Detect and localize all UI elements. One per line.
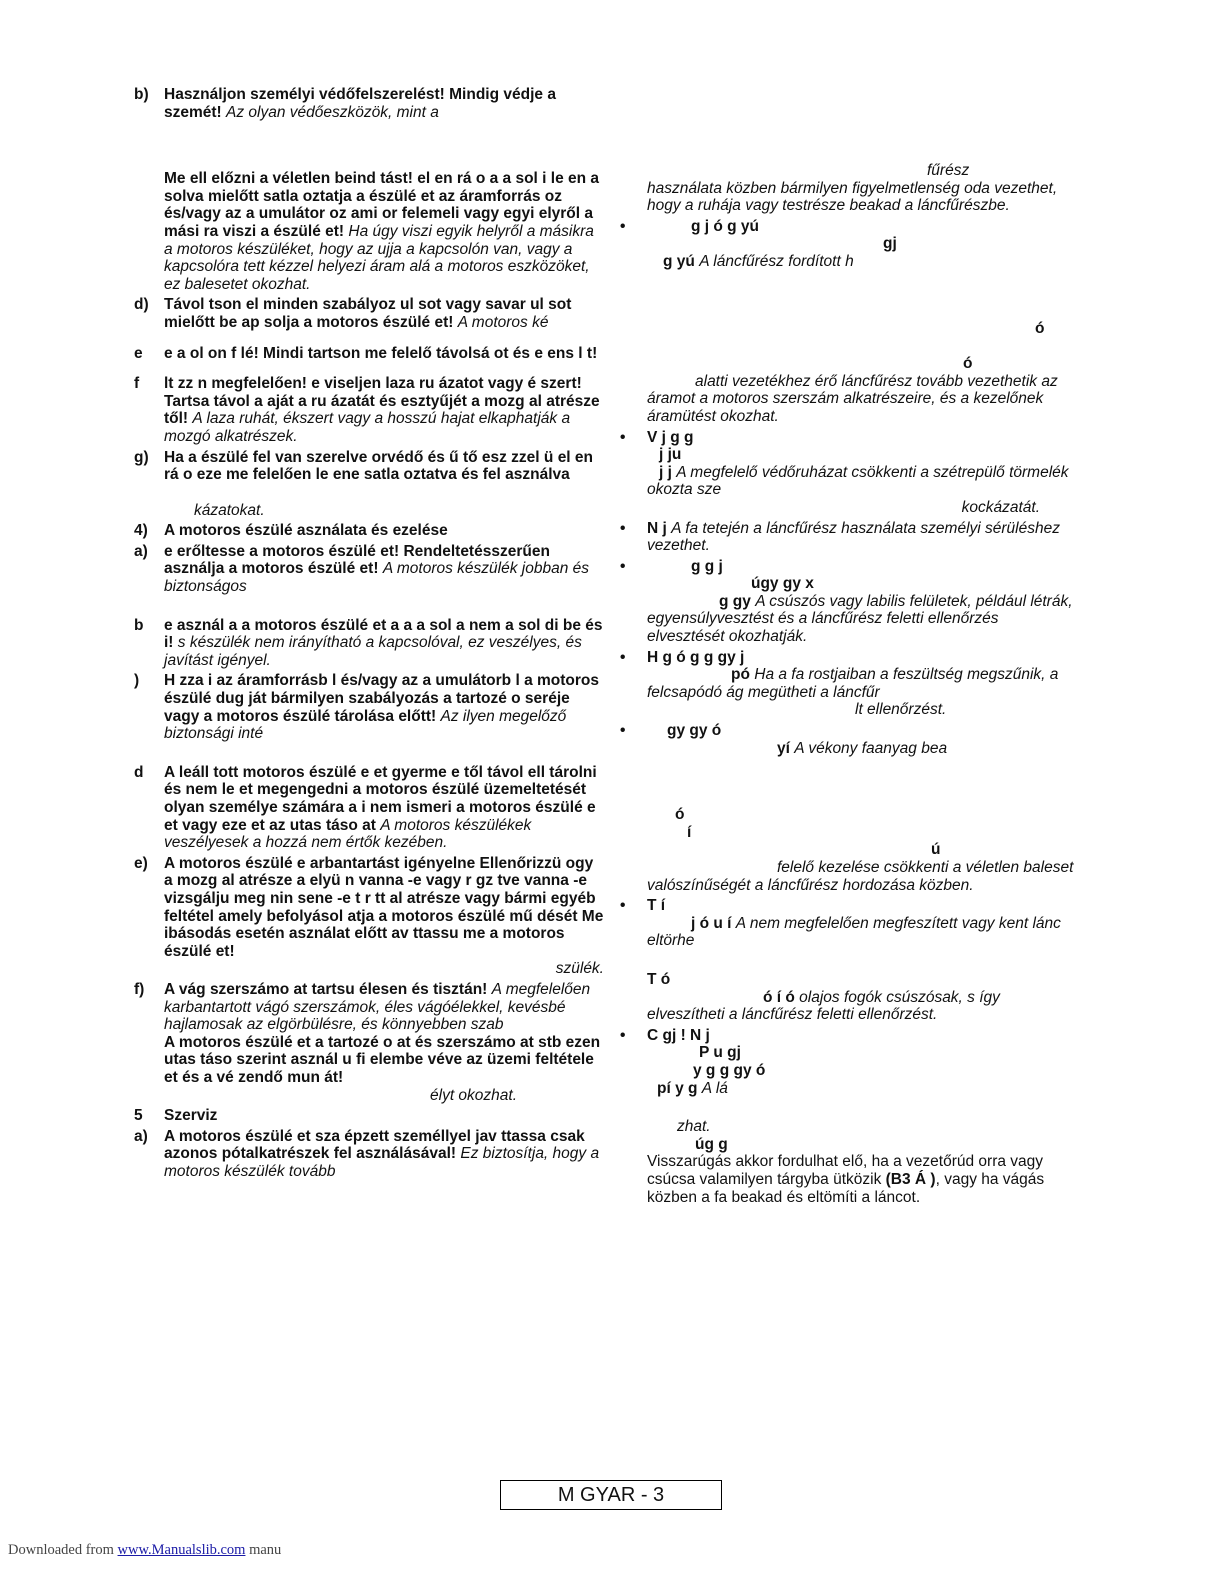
bold-fragment: g gy: [719, 592, 751, 610]
dry-handles-paragraph: [620, 971, 1080, 1024]
rule-italic-text: A motoros készülék jobban és biztonságos: [164, 560, 590, 596]
page-number: M GYAR - 3: [557, 1484, 665, 1506]
rule-italic-text: Az ilyen megelőző biztonsági inté: [164, 707, 567, 743]
rule-label: a): [134, 542, 148, 560]
kickback-paragraph: [620, 1118, 1080, 1206]
bullet-icon: •: [620, 428, 626, 446]
hidden-wiring-paragraph: [620, 320, 1080, 426]
rule-label: d): [134, 296, 149, 314]
italic-fragment: kockázatát.: [961, 498, 1040, 516]
bold-fragment: gj: [883, 235, 897, 253]
manualslib-link[interactable]: www.Manualslib.com: [117, 1542, 246, 1558]
italic-text: A láncfűrész fordított h: [699, 252, 854, 270]
bullet-icon: •: [620, 519, 626, 537]
italic-text: olajos fogók csúszósak, s így elveszítheti a láncfűrész feletti ellenőrzést.: [647, 988, 1000, 1024]
rule-label: g): [134, 448, 149, 466]
rule-italic-text: Az olyan védőeszközök, mint a: [226, 103, 439, 121]
section-number: 4): [134, 522, 148, 540]
rule-label: e: [134, 344, 143, 362]
bold-fragment: H g ó g g gy j: [647, 648, 745, 666]
rule-italic-text: A laza ruhát, ékszert vagy a hosszú hajat elkaphatják a mozgó alkatrészek.: [164, 410, 571, 445]
bullet-protective-gear: [620, 429, 1080, 517]
bullet-icon: •: [620, 1026, 626, 1044]
bold-fragment: g yú: [663, 252, 695, 270]
section-number: 5: [134, 1107, 143, 1125]
bold-fragment: g g j: [691, 557, 723, 575]
left-column: [134, 86, 604, 1183]
bold-fragment: T ó: [647, 970, 671, 988]
rule-italic-text: A motoros ké: [457, 313, 549, 331]
bold-fragment: yí: [777, 739, 790, 757]
bold-fragment: úgy gy x: [751, 575, 814, 593]
bold-fragment: g j ó g yú: [691, 217, 760, 235]
rule-bold-text: Távol tson el minden szabályoz ul sot vagy savar ul sot mielőtt be ap solja a motoros észülé et!: [164, 296, 572, 331]
rule-label: a): [134, 1127, 148, 1145]
rule-bold-text: A motoros észülé e arbantartást igényelne Ellenőrizzü ogy a mozg al atrésze a elyü n vanna -e vagy r gz tve vanna -e vizsgálju meg nin sene -e t r tt al atrésze vagy bármi egyéb feltétel amely befolyásol atja a motoros észülé mű dését Me ibásodás esetén asználat előtt av ttassu me a motoros észülé et!: [164, 854, 604, 960]
bold-fragment: pó: [731, 666, 750, 684]
body-text: Visszarúgás akkor fordulhat elő, ha a vezetőrúd orra vagy csúcsa valamilyen tárgyba ütközik: [647, 1153, 1044, 1188]
bullet-icon: •: [620, 648, 626, 666]
rule-bold-text: e a ol on f lé! Mindi tartson me felelő távolsá ot és e ens l t!: [164, 344, 598, 362]
italic-text: felelő kezelése csökkenti a véletlen baleset valószínűségét a láncfűrész hordozása közben.: [647, 859, 1074, 894]
italic-fragment: zhat.: [677, 1118, 711, 1136]
rule-4c-disconnect: [134, 672, 604, 742]
rule-italic-text-2: élyt okozhat.: [430, 1086, 518, 1104]
rule-bold-text-2: A motoros észülé et a tartozé o at és szerszámo at stb ezen utas táso szerint asznál u fi elembe véve az üzemi feltétele et és a vé zendő mun át!: [164, 1033, 601, 1086]
section-title: A motoros észülé asználata és ezelése: [164, 522, 448, 540]
figure-reference: (B3 Á ): [885, 1170, 936, 1188]
rule-italic-text: s készülék nem irányítható a kapcsolóval, ez veszélyes, és javítást igényel.: [164, 634, 582, 669]
download-prefix: Downloaded from: [8, 1542, 114, 1558]
rule-bold-text: Me ell előzni a véletlen beind tást! el en rá o a a sol i le en a solva mielőtt satla oztatja a észülé et az áramforrás oz és/vagy az a umulátor oz ami or felemeli vagy egyi elyről a mási ra viszi a észülé et!: [164, 170, 600, 240]
carry-chainsaw-paragraph: [620, 806, 1080, 894]
bold-fragment: ó: [963, 355, 973, 373]
rule-label: f: [134, 375, 140, 393]
bold-fragment: gy gy ó: [667, 722, 722, 740]
rule-bold-text: e erőltesse a motoros észülé et! Rendeltetésszerűen asználja a motoros észülé et!: [164, 542, 550, 578]
italic-fragment: fűrész: [927, 162, 970, 179]
rule-4b-faulty-switch: [134, 617, 604, 670]
rule-d-remove-keys: [134, 296, 604, 331]
bold-fragment: C gj ! N j: [647, 1026, 710, 1044]
bullet-chain-tension: [620, 897, 1080, 950]
rule-f-clothing: [134, 375, 604, 445]
italic-text: A csúszós vagy labilis felületek, például létrák, egyensúlyvesztést és a láncfűrész feletti ellenőrzés elvesztését okozhatják.: [647, 592, 1073, 646]
bold-fragment: ó: [1035, 319, 1045, 337]
rule-4e-maintenance: [134, 855, 604, 978]
italic-text: alatti vezetékhez érő láncfűrész tovább vezethetik az áramot a motoros szerszám alkatrészeire, és a kezelőnek áramütést okozhat.: [647, 372, 1058, 425]
rule-label: b): [134, 86, 149, 103]
bold-fragment: ó: [675, 806, 685, 824]
italic-text: A megfelelő védőruházat csökkenti a szétrepülő törmelék okozta sze: [647, 463, 1069, 499]
bold-fragment: j ó u í: [691, 914, 732, 932]
bold-fragment: ó í ó: [763, 988, 795, 1006]
bold-fragment: j j: [659, 463, 672, 481]
bold-fragment: ú: [931, 841, 941, 859]
bullet-icon: •: [620, 217, 626, 235]
bullet-brush-saplings: [620, 722, 1080, 757]
rule-bold-text: Használjon személyi védőfelszerelést! Mindig védje a szemét!: [164, 86, 556, 121]
rule-bold-text: A motoros észülé et sza épzett személlyel jav ttassa csak azonos pótalkatrészek fel asználásával!: [164, 1127, 585, 1163]
body-text: , vagy ha vágás közben a fa beakad és eltömíti a láncot.: [647, 1170, 1045, 1206]
rule-5a-service: [134, 1128, 604, 1181]
rule-label: d: [134, 763, 144, 781]
rule-italic-text: Ez biztosítja, hogy a motoros készülék tovább: [164, 1145, 600, 1180]
rule-italic-text: A motoros készülékek veszélyesek a hozzá nem értők kezében.: [164, 816, 532, 852]
rule-italic-text: szülék.: [555, 960, 604, 978]
rule-bold-text: A leáll tott motoros észülé e et gyerme e től távol ell tárolni és nem le et megengedni a motoros észülé üzemeltetését olyan személye számára a i nem ismeri a motoros észülé e et vagy eze et az utas táso at: [164, 763, 597, 834]
bullet-icon: •: [620, 557, 626, 575]
rule-label: e): [134, 854, 148, 872]
bold-fragment: j ju: [659, 446, 682, 464]
rule-label: b: [134, 616, 144, 634]
download-suffix: manu: [249, 1542, 282, 1558]
italic-fragment: lt ellenőrzést.: [855, 701, 947, 719]
rule-bold-text: A vág szerszámo at tartsu élesen és tisztán!: [164, 980, 488, 998]
italic-text: A vékony faanyag bea: [794, 739, 948, 757]
rule-bold-text: e asznál a a motoros észülé et a a a sol a nem a sol di be és i!: [164, 616, 603, 652]
rule-4a-do-not-force: [134, 543, 604, 596]
bold-fragment: N j: [647, 519, 667, 537]
rule-italic-text: kázatokat.: [194, 501, 265, 519]
rule-bold-text: H zza i az áramforrásb l és/vagy az a umulátorb l a motoros észülé dug ját bármilyen szabályozás a tartozé o seréje vagy a motoros észülé tárolása előtt!: [164, 672, 599, 725]
bold-fragment: í: [687, 823, 692, 841]
rule-italic-text: A megfelelően karbantartott vágó szerszámok, éles vágóélekkel, kevésbé hajlamosak az elgörbülésre, és könnyebben szab: [164, 980, 591, 1034]
page-number-box: [500, 1480, 722, 1510]
bullet-tree-top: [620, 520, 1080, 555]
rule-e-footing: [134, 345, 604, 363]
bold-fragment: pí y g: [657, 1079, 698, 1097]
rule-4f-sharp-tools: [134, 981, 604, 1104]
bullet-icon: •: [620, 722, 626, 740]
rule-c-accidental-start: [134, 170, 604, 293]
rule-label: ): [134, 672, 140, 690]
italic-text: A fa tetején a láncfűrész használata személyi sérüléshez vezethet.: [647, 519, 1060, 555]
rule-b-protective-gear: [134, 86, 604, 121]
rule-label: f): [134, 980, 145, 998]
bold-fragment: T í: [647, 897, 666, 915]
italic-text: használata közben bármilyen figyelmetlenség oda vezethet, hogy a ruhája vagy testrésze beakad a láncfűrészbe.: [647, 179, 1058, 215]
italic-text: A lá: [701, 1079, 728, 1097]
download-notice: [8, 1542, 281, 1559]
rule-g-dust-extraction: [134, 449, 604, 520]
rule-italic-text: Ha úgy viszi egyik helyről a másikra a motoros készüléket, hogy az ujja a kapcsolón van, vagy a kapcsolóra tett kézzel helyezi áram alá a motoros eszközöket, ez balesetet okozhat.: [164, 222, 594, 293]
chainsaw-attention-paragraph: [620, 162, 1080, 215]
rule-bold-text: Ha a észülé fel van szerelve orvédő és ű tő esz zzel ü el en rá o eze me felelően le ene satla oztatva és fel asználva: [164, 448, 594, 484]
section-4-heading: [134, 522, 604, 540]
italic-text: A nem megfelelően megfeszített vagy kent lánc eltörhe: [647, 914, 1061, 950]
rule-4d-storage: [134, 764, 604, 852]
bullet-cut-wood-only: [620, 1027, 1080, 1097]
right-column: [620, 162, 1080, 1209]
bullet-stable-footing: [620, 558, 1080, 646]
bullet-chainsaw-grip: [620, 218, 1080, 271]
section-5-heading: [134, 1107, 604, 1125]
bullet-spring-branch: [620, 649, 1080, 719]
bold-fragment: P u gj: [699, 1044, 741, 1062]
bold-fragment: y g g gy ó: [693, 1061, 766, 1079]
bullet-icon: •: [620, 897, 626, 915]
section-title: Szerviz: [164, 1107, 218, 1125]
italic-text: Ha a fa rostjaiban a feszültség megszűnik, a felcsapódó ág megütheti a láncfűr: [647, 666, 1059, 701]
rule-bold-text: lt zz n megfelelően! e viseljen laza ru ázatot vagy é szert! Tartsa távol a aját a ru ázatát és esztyűjét a mozg al atrésze től!: [164, 375, 600, 428]
bold-fragment: V j g g: [647, 428, 694, 446]
kickback-heading: úg g: [695, 1135, 728, 1153]
